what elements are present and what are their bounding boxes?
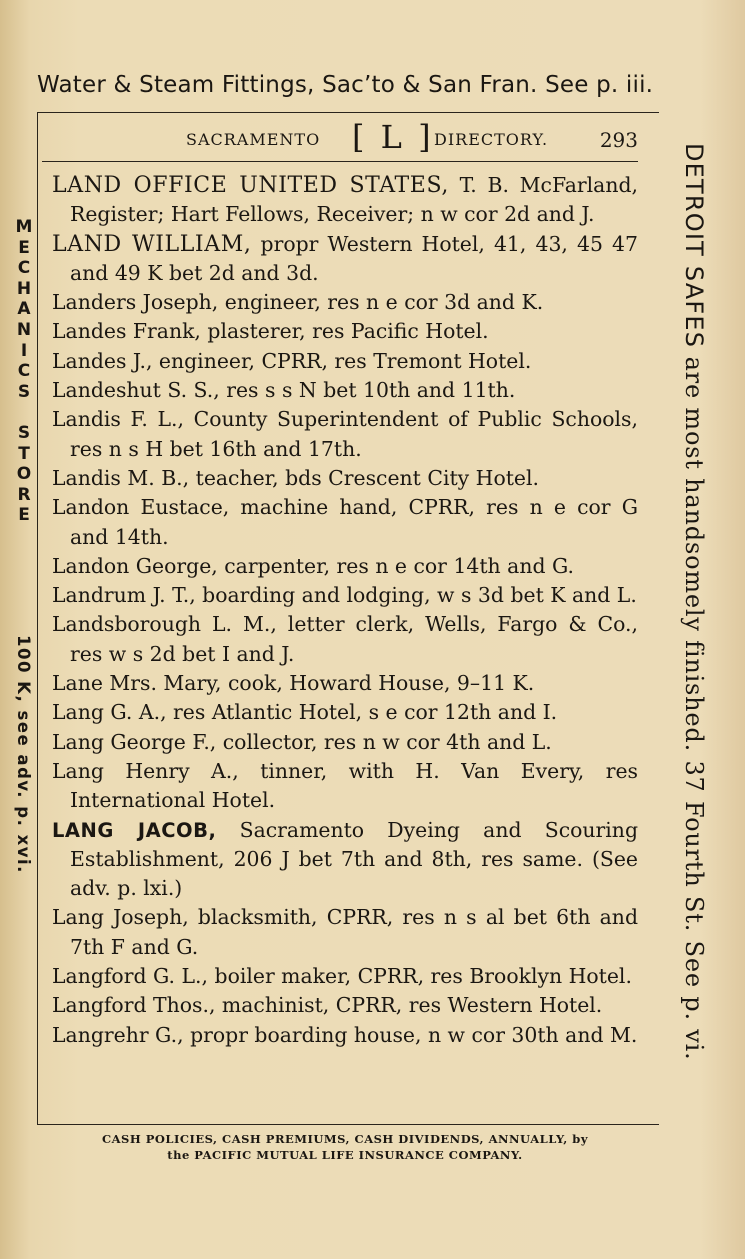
entry-name: Landon George, [52, 553, 218, 578]
entry-details: carpenter, res n e cor 14th and G. [217, 553, 575, 578]
left-ad-letter: A [17, 299, 31, 320]
directory-entry [52, 669, 638, 698]
entry-name: Landrum J. T., [52, 583, 196, 608]
entry-name: LAND OFFICE UNITED STATES, [52, 173, 449, 198]
entry-details: machine hand, CPRR, res n e cor G and 14th. [70, 495, 639, 549]
entry-name: Langford G. L., [52, 964, 209, 989]
directory-entry [52, 728, 638, 757]
directory-entry [52, 317, 638, 346]
right-ad-rest: are most handsomely finished. 37 Fourth St. See p. vi. [680, 348, 708, 1061]
header-section-letter: [ L ] [352, 118, 434, 156]
right-ad-text [680, 143, 708, 1061]
entry-name: Langford Thos., [52, 993, 216, 1018]
entry-details: boarding and lodging, w s 3d bet K and L. [195, 583, 637, 608]
directory-entry [52, 757, 638, 816]
left-ad-letter: C [17, 258, 31, 279]
entry-details: res s s N bet 10th and 11th. [219, 378, 516, 403]
directory-entry [52, 610, 638, 669]
directory-entry [52, 816, 638, 904]
entry-name: Landes J., [52, 348, 153, 373]
left-ad-letter: E [18, 237, 30, 258]
entry-details: cook, Howard House, 9–11 K. [221, 671, 535, 696]
entry-details: machinist, CPRR, res Western Hotel. [215, 993, 603, 1018]
entry-details: propr Western Hotel, 41, 43, 45 47 and 49 K bet 2d and 3d. [70, 231, 638, 285]
footer-line-1: CASH POLICIES, CASH PREMIUMS, CASH DIVIDENDS, ANNUALLY, by [101, 1132, 589, 1146]
entry-details: teacher, bds Crescent City Hotel. [189, 465, 539, 490]
header-rule [42, 161, 638, 162]
directory-entry [52, 376, 638, 405]
header-directory-label: DIRECTORY. [434, 130, 549, 149]
entry-name: LANG JACOB, [52, 818, 217, 842]
left-ad-letter: S [17, 422, 31, 443]
left-ad-letter [10, 402, 38, 423]
directory-entry [52, 552, 638, 581]
entry-name: Lang Henry A., [52, 758, 239, 783]
entry-details: letter clerk, Wells, Fargo & Co., res w s 2d bet I and J. [70, 612, 638, 666]
entry-name: Langrehr G., [52, 1022, 184, 1047]
directory-entry [52, 962, 638, 991]
entry-name: Landes Frank, [52, 319, 201, 344]
footer-advertisement [40, 1131, 650, 1163]
left-ad-vertical-letters [10, 217, 38, 526]
entry-details: engineer, res n e cor 3d and K. [218, 290, 544, 315]
left-ad-rotated-text: 100 K, see adv. p. xvi. [14, 635, 33, 874]
entry-name: Lane Mrs. Mary, [52, 671, 222, 696]
directory-entry [52, 405, 638, 464]
right-ad-brand: DETROIT SAFES [680, 143, 708, 349]
left-ad-letter: M [15, 217, 33, 237]
directory-entry [52, 698, 638, 727]
entry-details: Sacramento Dyeing and Scouring Establishment, 206 J bet 7th and 8th, res same. (See adv. p. lxi.) [70, 817, 638, 901]
entry-name: Lang Joseph, [52, 905, 189, 930]
left-ad-letter: E [18, 505, 30, 526]
frame-rule-top [37, 112, 659, 113]
directory-entries [52, 171, 638, 1050]
directory-entry [52, 1021, 638, 1050]
entry-details: plasterer, res Pacific Hotel. [200, 319, 489, 344]
entry-name: Landsborough L. M., [52, 612, 277, 637]
header-city: SACRAMENTO [186, 130, 321, 149]
entry-details: County Superintendent of Public Schools, res n s H bet 16th and 17th. [70, 407, 638, 461]
top-advertisement-banner: Water & Steam Fittings, Sac’to & San Fran. See p. iii. [37, 72, 654, 98]
entry-details: res Atlantic Hotel, s e cor 12th and I. [166, 700, 558, 725]
left-margin-advertisement [10, 217, 38, 874]
entry-details: engineer, CPRR, res Tremont Hotel. [152, 348, 532, 373]
entry-name: Landis M. B., [52, 465, 190, 490]
directory-entry [52, 464, 638, 493]
left-ad-letter: O [16, 464, 32, 485]
left-ad-letter: S [17, 381, 31, 402]
entry-details: tinner, with H. Van Every, res International Hotel. [70, 758, 638, 813]
directory-entry [52, 581, 638, 610]
entry-details: T. B. McFarland, Register; Hart Fellows, Receiver; n w cor 2d and J. [70, 173, 638, 227]
entry-name: Landers Joseph, [52, 290, 219, 315]
footer-line-2: the PACIFIC MUTUAL LIFE INSURANCE COMPANY. [167, 1148, 523, 1162]
left-ad-letter: C [17, 361, 31, 382]
entry-name: Landis F. L., [52, 407, 184, 432]
directory-entry [52, 288, 638, 317]
entry-name: Landeshut S. S., [52, 378, 220, 403]
left-ad-letter: I [20, 340, 28, 361]
entry-name: Lang G. A., [52, 700, 167, 725]
directory-entry [52, 991, 638, 1020]
directory-entry [52, 903, 638, 962]
running-header [42, 118, 638, 156]
left-ad-letter: T [18, 443, 30, 464]
directory-entry [52, 493, 638, 552]
left-ad-letter: N [16, 319, 32, 340]
entry-details: collector, res n w cor 4th and L. [216, 729, 552, 754]
frame-rule-bottom [37, 1124, 659, 1125]
page-number: 293 [599, 128, 638, 152]
left-ad-letter: H [16, 278, 32, 299]
entry-name: LAND WILLIAM, [52, 231, 252, 257]
entry-details: boiler maker, CPRR, res Brooklyn Hotel. [208, 964, 632, 989]
entry-details: propr boarding house, n w cor 30th and M. [183, 1022, 638, 1047]
entry-details: blacksmith, CPRR, res n s al bet 6th and 7th F and G. [70, 905, 638, 959]
directory-entry [52, 230, 638, 289]
entry-name: Landon Eustace, [52, 495, 230, 520]
left-ad-letter: R [17, 484, 31, 505]
directory-entry [52, 347, 638, 376]
entry-name: Lang George F., [52, 729, 217, 754]
directory-entry [52, 171, 638, 230]
